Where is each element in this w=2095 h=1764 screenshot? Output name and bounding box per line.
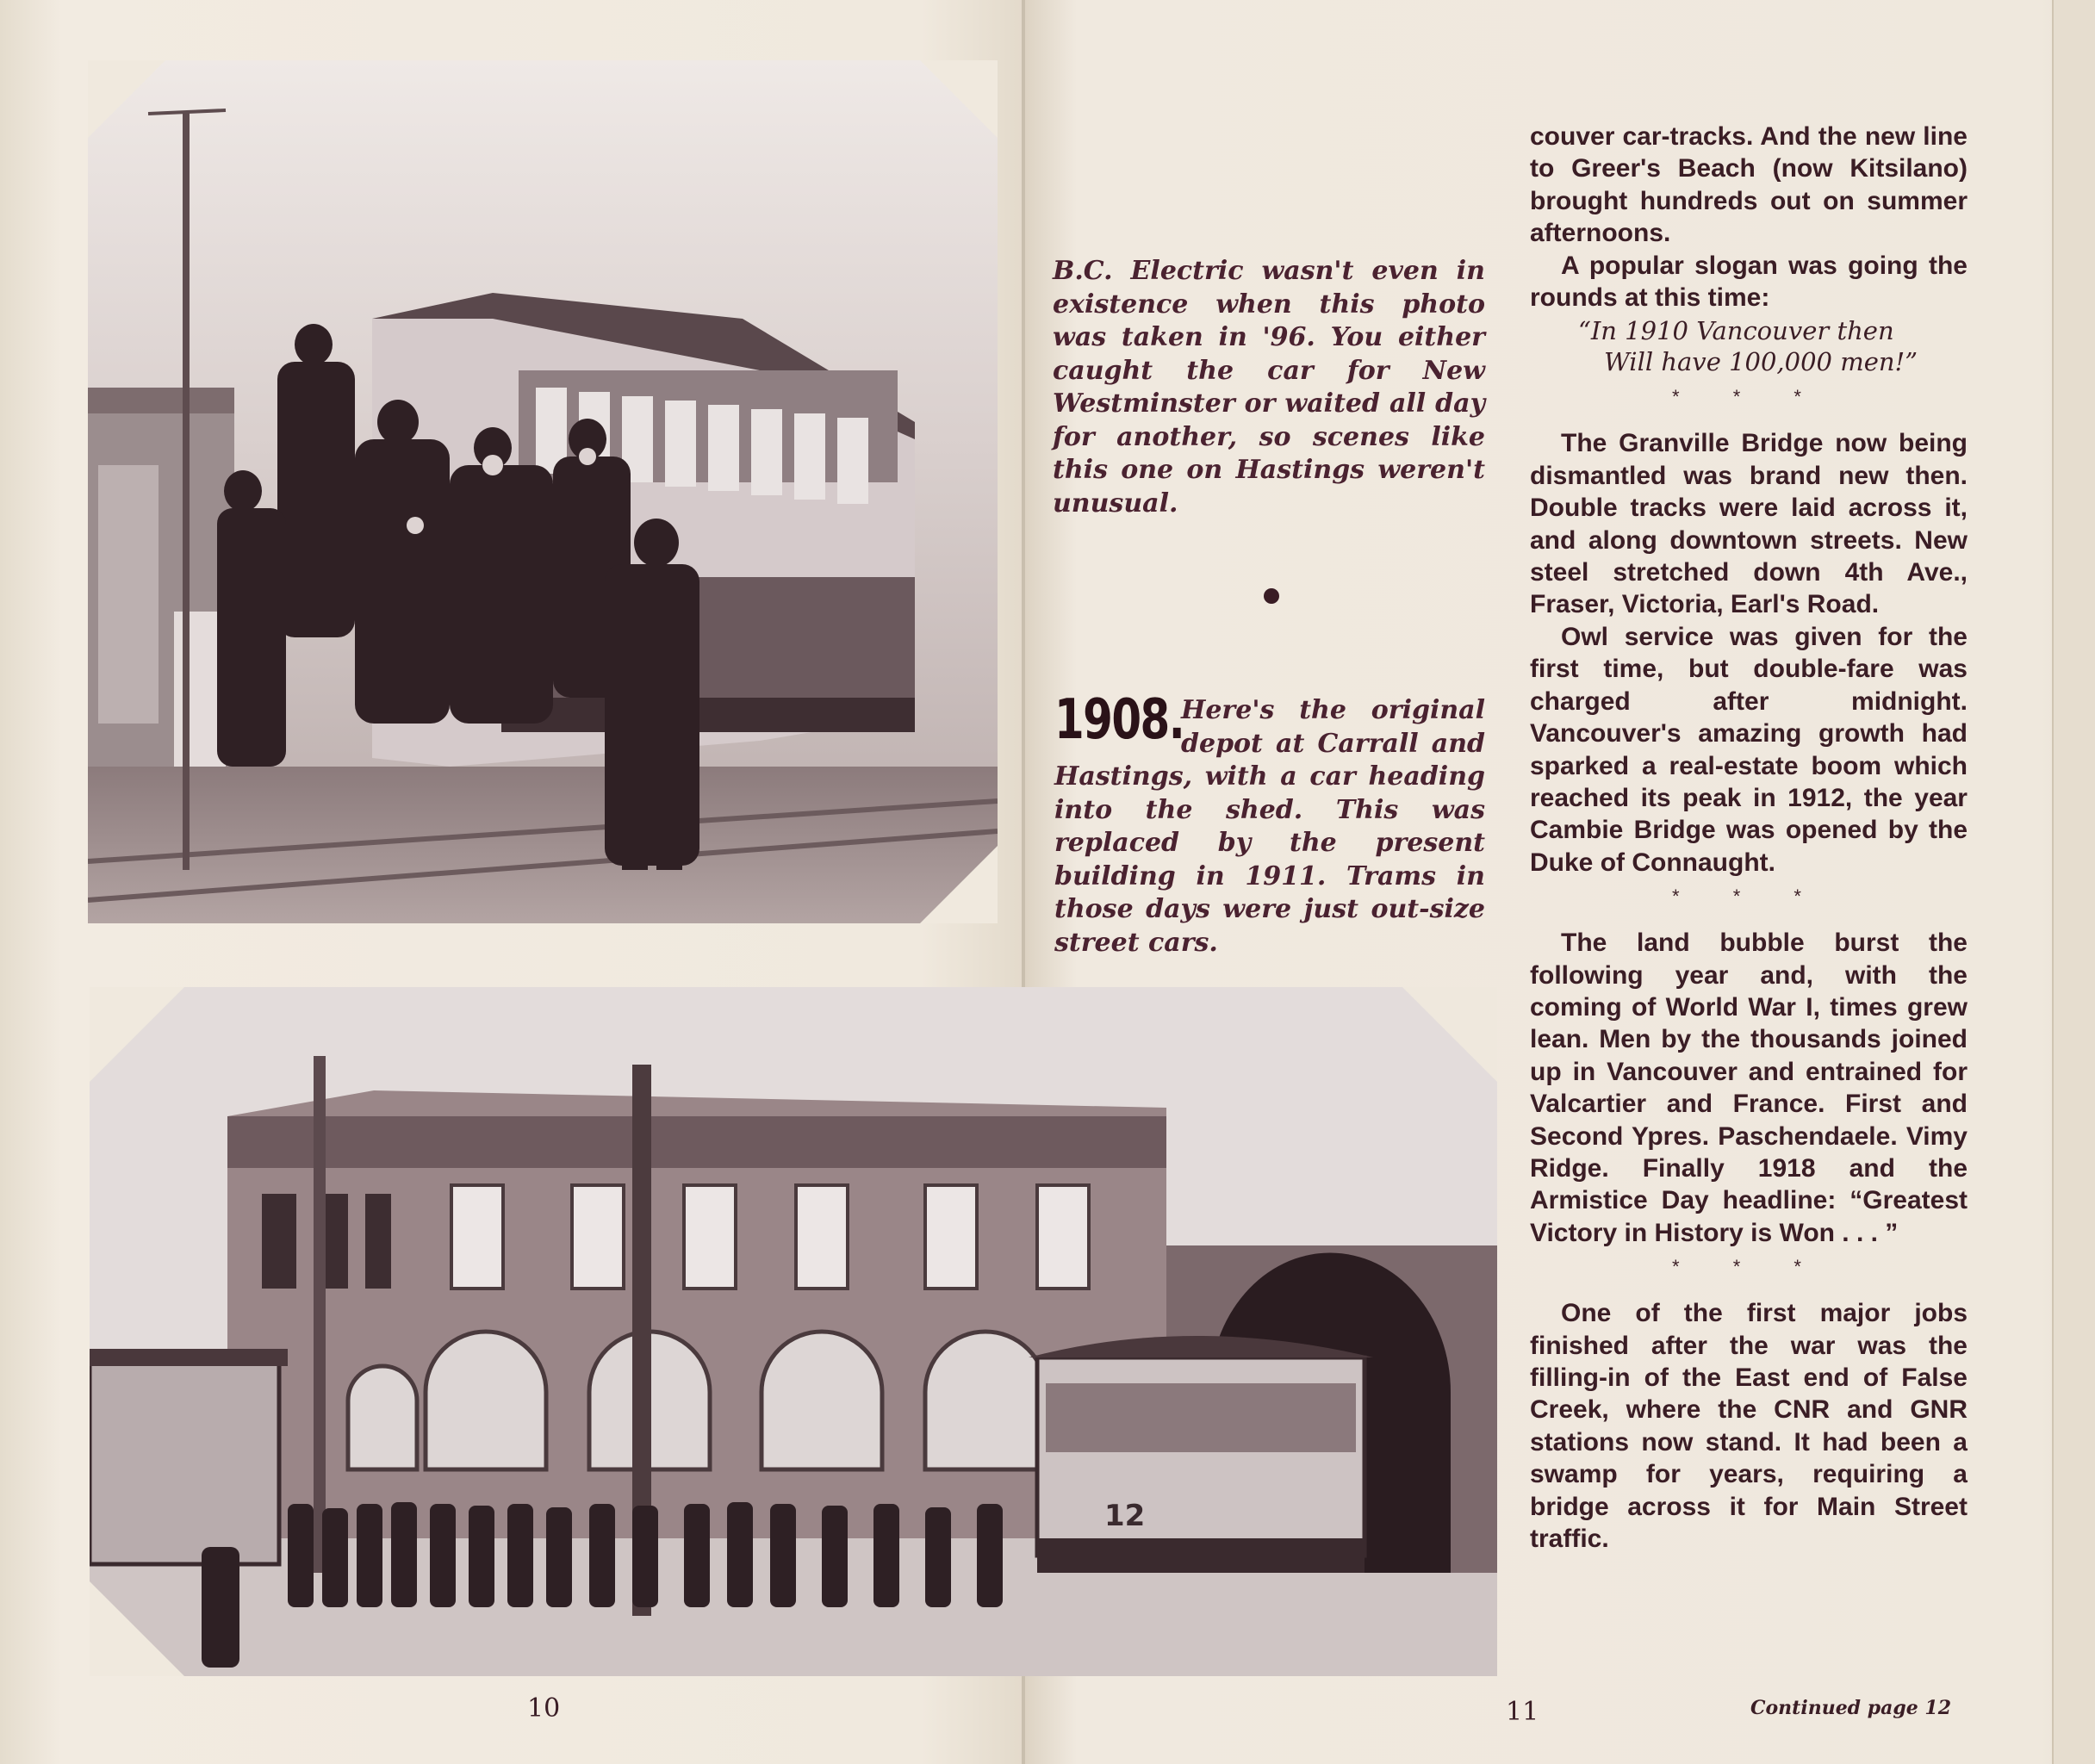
slogan-line: Will have 100,000 men!” bbox=[1604, 347, 1918, 377]
photo-corner-mount bbox=[1402, 987, 1497, 1082]
photo-corner-mount bbox=[90, 1581, 184, 1676]
photo-corner-mount bbox=[88, 60, 165, 138]
article-column bbox=[1530, 121, 1968, 1555]
article-paragraph: Owl service was given for the first time, but double-fare was charged after midnight. Vancouver's amazing growth had sparked a real-estate boom which reached its peak in 1912, the year Cambie Bridge was opened by the Duke of Connaught. bbox=[1530, 622, 1968, 877]
slogan-line: “In 1910 Vancouver then bbox=[1578, 316, 1894, 346]
article-paragraph: couver car-tracks. And the new line to Greer's Beach (now Kitsilano) brought hundreds out on summer afternoons. bbox=[1530, 122, 1968, 248]
photo-streetcar-1896 bbox=[88, 60, 998, 923]
page-number-left: 10 bbox=[527, 1693, 561, 1724]
tram-number: 12 bbox=[1104, 1499, 1146, 1533]
article-paragraph: A popular slogan was going the rounds at this time: bbox=[1530, 251, 1968, 313]
caption-top-text: B.C. Electric wasn't even in existence when this photo was taken in '96. You either caught the car for New Westminster or waited all day for another, so scenes like this one on Hastings weren't unusual. bbox=[1053, 256, 1485, 519]
article-paragraph: The Granville Bridge now being dismantled was brand new then. Double tracks were laid across it, and along downtown streets. New steel stretched down 4th Ave., Fraser, Victoria, Earl's Road. bbox=[1530, 429, 1968, 619]
bullet-dot bbox=[1264, 588, 1279, 604]
photo-corner-mount bbox=[920, 846, 998, 923]
section-separator: * * * bbox=[1672, 885, 1825, 908]
photo-corner-mount bbox=[920, 60, 998, 138]
photo-depot-1908 bbox=[90, 987, 1497, 1676]
continued-note: Continued page 12 bbox=[1750, 1697, 1952, 1719]
caption-year: 1908. bbox=[1054, 688, 1184, 752]
page-edge bbox=[2052, 0, 2095, 1764]
section-separator: * * * bbox=[1672, 1256, 1825, 1278]
article-paragraph: One of the first major jobs finished after the war was the filling-in of the East end of False Creek, where the CNR and GNR stations now stand. It had been a swamp for years, requiring a bridge across it for Main Street traffic. bbox=[1530, 1299, 1968, 1554]
page-number-right: 11 bbox=[1506, 1697, 1539, 1727]
article-paragraph: The land bubble burst the following year and, with the coming of World War I, times grew lean. Men by the thousands joined up in Vancouver and entrained for Valcartier and France. First and Second Ypres. Paschendaele. Vimy Ridge. Finally 1918 and the Armistice Day headline: “Greatest Victory in History is Won . . . ” bbox=[1530, 929, 1968, 1247]
slogan-quote bbox=[1530, 315, 1968, 377]
caption-bottom bbox=[1054, 688, 1485, 960]
caption-bottom-text: Here's the original depot at Carrall and Hastings, with a car heading into the shed. This was replaced by the present building in 1911. Trams in those days were just out-size street cars. bbox=[1054, 695, 1485, 958]
caption-top bbox=[1053, 255, 1485, 520]
photo-corner-mount bbox=[90, 987, 184, 1082]
section-separator: * * * bbox=[1672, 386, 1825, 408]
